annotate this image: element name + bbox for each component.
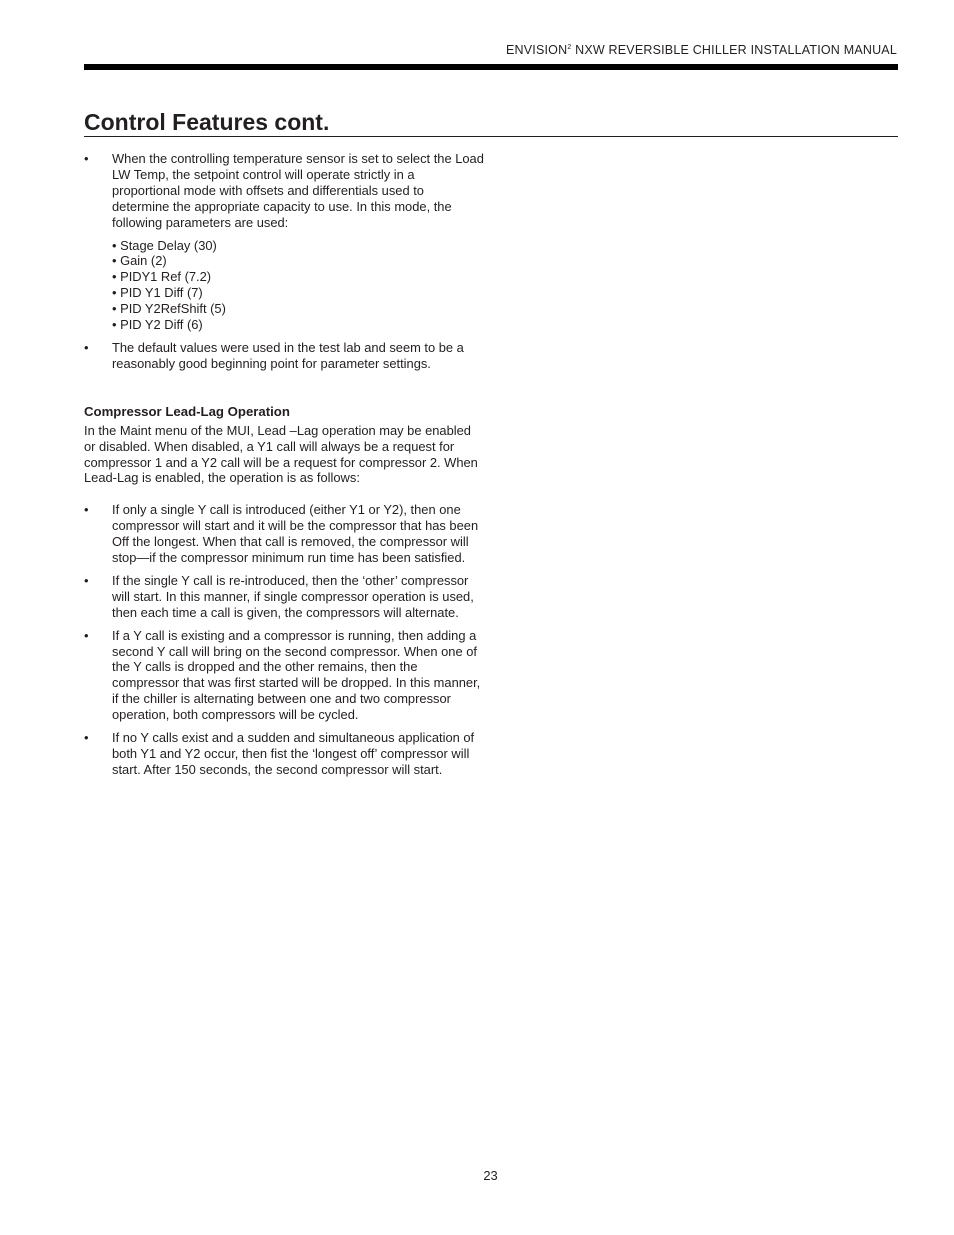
section-title: Control Features cont. xyxy=(84,108,898,137)
bullet-marker: • xyxy=(84,730,89,746)
header-rule xyxy=(84,64,898,70)
content-column xyxy=(84,151,484,785)
lead-lag-bullet-list xyxy=(84,502,484,778)
bullet-marker: • xyxy=(84,627,89,643)
page-number: 23 xyxy=(483,1168,498,1183)
lead-lag-heading: Compressor Lead-Lag Operation xyxy=(84,403,290,419)
lead-lag-paragraph: In the Maint menu of the MUI, Lead –Lag operation may be enabled or disabled. When disabled, a Y1 call will always be a request for compressor 1 and a Y2 call will be a request for compressor 2. When Lead-Lag is enabled, the operation is as follows: xyxy=(84,422,478,486)
bullet-marker: • xyxy=(84,151,89,166)
bullet-text: If no Y calls exist and a sudden and simultaneous application of both Y1 and Y2 occur, then fist the ‘longest off’ compressor will start. After 150 seconds, the second compressor will start. xyxy=(112,730,475,777)
parameter-item: • PID Y2RefShift (5) xyxy=(112,301,226,317)
parameter-item: • PID Y2 Diff (6) xyxy=(112,317,203,333)
parameter-item: • PID Y1 Diff (7) xyxy=(112,285,203,301)
parameter-item: • PIDY1 Ref (7.2) xyxy=(112,269,212,285)
lead-lag-bullet xyxy=(84,502,484,566)
header-title-suffix: NXW REVERSIBLE CHILLER INSTALLATION MANUAL xyxy=(571,43,897,57)
intro-bullet-list xyxy=(84,151,484,372)
parameter-item: • Gain (2) xyxy=(112,253,167,269)
bullet-text: The default values were used in the test lab and seem to be a reasonably good beginning point for parameter settings. xyxy=(112,339,464,371)
lead-lag-bullet xyxy=(84,730,484,778)
running-header xyxy=(506,43,897,57)
header-title-superscript: 2 xyxy=(567,44,572,51)
bullet-text: When the controlling temperature sensor is set to select the Load LW Temp, the setpoint control will operate strictly in a proportional mode with offsets and differentials used to determine the appropriate capacity to use. In this mode, the following parameters are used: xyxy=(112,151,484,230)
lead-lag-bullet xyxy=(84,573,484,621)
bullet-marker: • xyxy=(84,572,89,588)
lead-lag-bullet xyxy=(84,628,484,723)
parameter-list xyxy=(112,238,484,333)
intro-bullet-sensor xyxy=(84,151,484,333)
intro-bullet-defaults xyxy=(84,340,484,372)
bullet-text: If a Y call is existing and a compressor is running, then adding a second Y call will bring on the second compressor. When one of the Y calls is dropped and the other remains, then the compressor that was first started will be dropped. In this manner, if the chiller is alternating between one and two compressor operation, both compressors will be cycled. xyxy=(112,627,481,723)
bullet-text: If the single Y call is re-introduced, then the ‘other’ compressor will start. In this manner, if single compressor operation is used, then each time a call is given, the compressors will alternate. xyxy=(112,572,474,620)
bullet-marker: • xyxy=(84,339,89,355)
bullet-marker: • xyxy=(84,502,89,518)
parameter-item: • Stage Delay (30) xyxy=(112,237,217,253)
header-title-prefix: ENVISION xyxy=(505,43,568,57)
bullet-text: If only a single Y call is introduced (either Y1 or Y2), then one compressor will start and it will be the compressor that has been Off the longest. When that call is removed, the compressor will stop—if the compressor minimum run time has been satisfied. xyxy=(112,502,479,566)
